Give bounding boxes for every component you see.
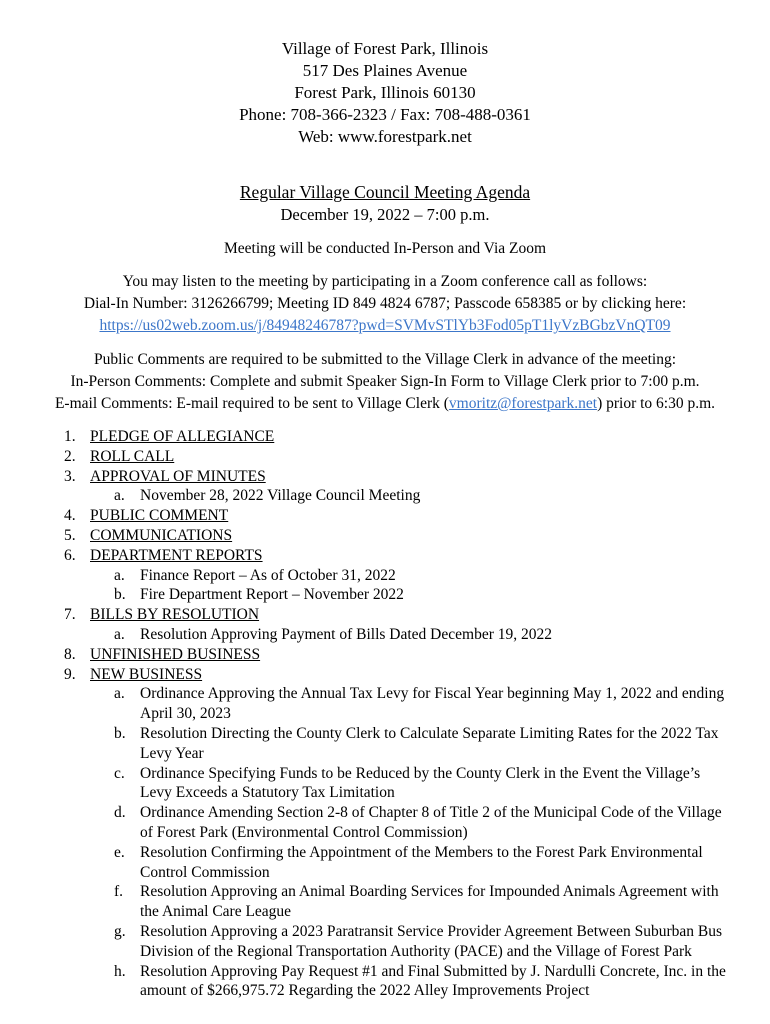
- email-line-prefix: E-mail Comments: E-mail required to be sent to Village Clerk (: [54, 395, 449, 412]
- agenda-item-8-label: UNFINISHED BUSINESS: [90, 645, 261, 663]
- agenda-subitem-9c-letter: c.: [114, 764, 125, 782]
- agenda-list: [64, 427, 770, 1001]
- agenda-subitem-7a-text: Resolution Approving Payment of Bills Dated December 19, 2022: [140, 625, 552, 643]
- agenda-item-8: [64, 645, 770, 665]
- letterhead-street: 517 Des Plaines Avenue: [302, 61, 468, 80]
- letterhead: [0, 38, 770, 148]
- agenda-item-4-label: PUBLIC COMMENT: [90, 507, 229, 525]
- agenda-subitem-6b-text: Fire Department Report – November 2022: [140, 586, 404, 604]
- agenda-item-5-label: COMMUNICATIONS: [90, 526, 233, 544]
- agenda-item-9-number: 9.: [64, 665, 76, 683]
- public-comments-paragraph: [0, 349, 770, 415]
- agenda-item-5: [64, 526, 770, 546]
- agenda-item-1: [64, 427, 770, 447]
- agenda-item-6: [64, 546, 770, 566]
- agenda-item-1-label: PLEDGE OF ALLEGIANCE: [90, 428, 275, 445]
- meeting-title-wrap: [0, 182, 770, 203]
- agenda-item-3: [64, 467, 770, 487]
- agenda-subitem-6b: [114, 585, 770, 605]
- zoom-info-paragraph: [0, 271, 770, 337]
- agenda-subitem-9h-text: Resolution Approving Pay Request #1 and Final Submitted by J. Nardulli Concrete, Inc. in the amount of $266,975.72 Regarding the 2022 Alley Improvements Project: [140, 962, 726, 1000]
- agenda-item-2-label: ROLL CALL: [90, 447, 175, 465]
- agenda-item-3-number: 3.: [64, 467, 76, 485]
- agenda-subitem-9a: [114, 684, 770, 724]
- agenda-subitem-9d-text: Ordinance Amending Section 2-8 of Chapter 8 of Title 2 of the Municipal Code of the Village of Forest Park (Environmental Control Commission): [140, 804, 722, 841]
- letterhead-city: Forest Park, Illinois 60130: [294, 83, 476, 102]
- zoom-info-line2: Dial-In Number: 3126266799; Meeting ID 849 4824 6787; Passcode 658385 or by clicking here:: [83, 295, 687, 312]
- agenda-subitem-6a-text: Finance Report – As of October 31, 2022: [140, 566, 396, 584]
- agenda-subitem-9f-text: Resolution Approving an Animal Boarding Services for Impounded Animals Agreement with the Animal Care League: [140, 883, 719, 921]
- agenda-subitem-9f: [114, 882, 770, 922]
- agenda-subitem-3a-letter: a.: [114, 487, 125, 505]
- agenda-subitem-3a: [114, 486, 770, 506]
- agenda-item-2-number: 2.: [64, 447, 76, 465]
- agenda-item-7-number: 7.: [64, 606, 76, 624]
- agenda-item-7-label: BILLS BY RESOLUTION: [90, 606, 260, 624]
- public-comments-line3: [0, 393, 770, 415]
- agenda-subitem-9h-letter: h.: [114, 962, 126, 980]
- zoom-link-line: [0, 315, 770, 337]
- agenda-item-3-label: APPROVAL OF MINUTES: [90, 467, 266, 485]
- agenda-subitem-9b-letter: b.: [114, 724, 126, 742]
- zoom-info-line1: You may listen to the meeting by participating in a Zoom conference call as follows:: [122, 273, 648, 290]
- agenda-subitem-9a-letter: a.: [114, 685, 125, 703]
- agenda-item-1-number: 1.: [64, 428, 76, 445]
- agenda-subitem-9b-text: Resolution Directing the County Clerk to Calculate Separate Limiting Rates for the 2022 Tax Levy Year: [140, 724, 719, 762]
- agenda-subitem-6a-letter: a.: [114, 566, 125, 584]
- agenda-subitem-6a: [114, 566, 770, 586]
- agenda-subitem-9h: [114, 962, 770, 1002]
- public-comments-line2: In-Person Comments: Complete and submit Speaker Sign-In Form to Village Clerk prior to 7:00 p.m.: [70, 373, 700, 390]
- agenda-subitem-7a-letter: a.: [114, 625, 125, 643]
- meeting-title: Regular Village Council Meeting Agenda: [239, 182, 531, 202]
- agenda-subitem-7a: [114, 625, 770, 645]
- agenda-item-6-number: 6.: [64, 546, 76, 564]
- agenda-item-4-number: 4.: [64, 507, 76, 525]
- agenda-subitem-3a-text: November 28, 2022 Village Council Meeting: [140, 487, 421, 505]
- agenda-subitem-9g-text: Resolution Approving a 2023 Paratransit Service Provider Agreement Between Suburban Bus Division of the Regional Transportation Authority (PACE) and the Village of Forest Park: [140, 922, 723, 960]
- agenda-item-6-label: DEPARTMENT REPORTS: [90, 546, 263, 564]
- agenda-subitem-9c: [114, 764, 770, 804]
- letterhead-phone-fax: Phone: 708-366-2323 / Fax: 708-488-0361: [239, 105, 531, 124]
- meeting-conduct-line: Meeting will be conducted In-Person and Via Zoom: [223, 240, 547, 257]
- letterhead-web: Web: www.forestpark.net: [298, 127, 472, 146]
- agenda-subitem-9e-text: Resolution Confirming the Appointment of the Members to the Forest Park Environmental Control Commission: [140, 843, 703, 881]
- agenda-subitem-9d: [114, 803, 770, 843]
- agenda-item-8-number: 8.: [64, 645, 76, 663]
- agenda-subitem-9d-letter: d.: [114, 804, 126, 822]
- meeting-datetime: December 19, 2022 – 7:00 p.m.: [280, 205, 490, 224]
- agenda-subitem-9f-letter: f.: [114, 883, 124, 901]
- agenda-subitem-9a-text: Ordinance Approving the Annual Tax Levy for Fiscal Year beginning May 1, 2022 and ending April 30, 2023: [140, 685, 725, 723]
- agenda-subitem-9e-letter: e.: [114, 843, 125, 861]
- agenda-item-7: [64, 605, 770, 625]
- agenda-item-4: [64, 506, 770, 526]
- agenda-subitem-9g: [114, 922, 770, 962]
- agenda-item-9-label: NEW BUSINESS: [90, 665, 203, 683]
- email-line-suffix: ) prior to 6:30 p.m.: [597, 395, 716, 412]
- zoom-meeting-link[interactable]: https://us02web.zoom.us/j/84948246787?pwd=SVMvSTlYb3Fod05pT1lyVzBGbzVnQT09: [99, 317, 671, 334]
- agenda-subitem-9e: [114, 843, 770, 883]
- agenda-item-9: [64, 665, 770, 685]
- agenda-subitem-9c-text: Ordinance Specifying Funds to be Reduced by the County Clerk in the Event the Village’s Levy Exceeds a Statutory Tax Limitation: [140, 764, 701, 802]
- agenda-subitem-9b: [114, 724, 770, 764]
- agenda-subitem-6b-letter: b.: [114, 586, 126, 604]
- agenda-item-2: [64, 447, 770, 467]
- agenda-item-5-number: 5.: [64, 526, 76, 544]
- letterhead-org-name: Village of Forest Park, Illinois: [281, 39, 489, 58]
- agenda-subitem-9g-letter: g.: [114, 922, 126, 940]
- public-comments-line1: Public Comments are required to be submitted to the Village Clerk in advance of the meeting:: [93, 351, 677, 368]
- village-clerk-email-link[interactable]: vmoritz@forestpark.net: [448, 395, 598, 412]
